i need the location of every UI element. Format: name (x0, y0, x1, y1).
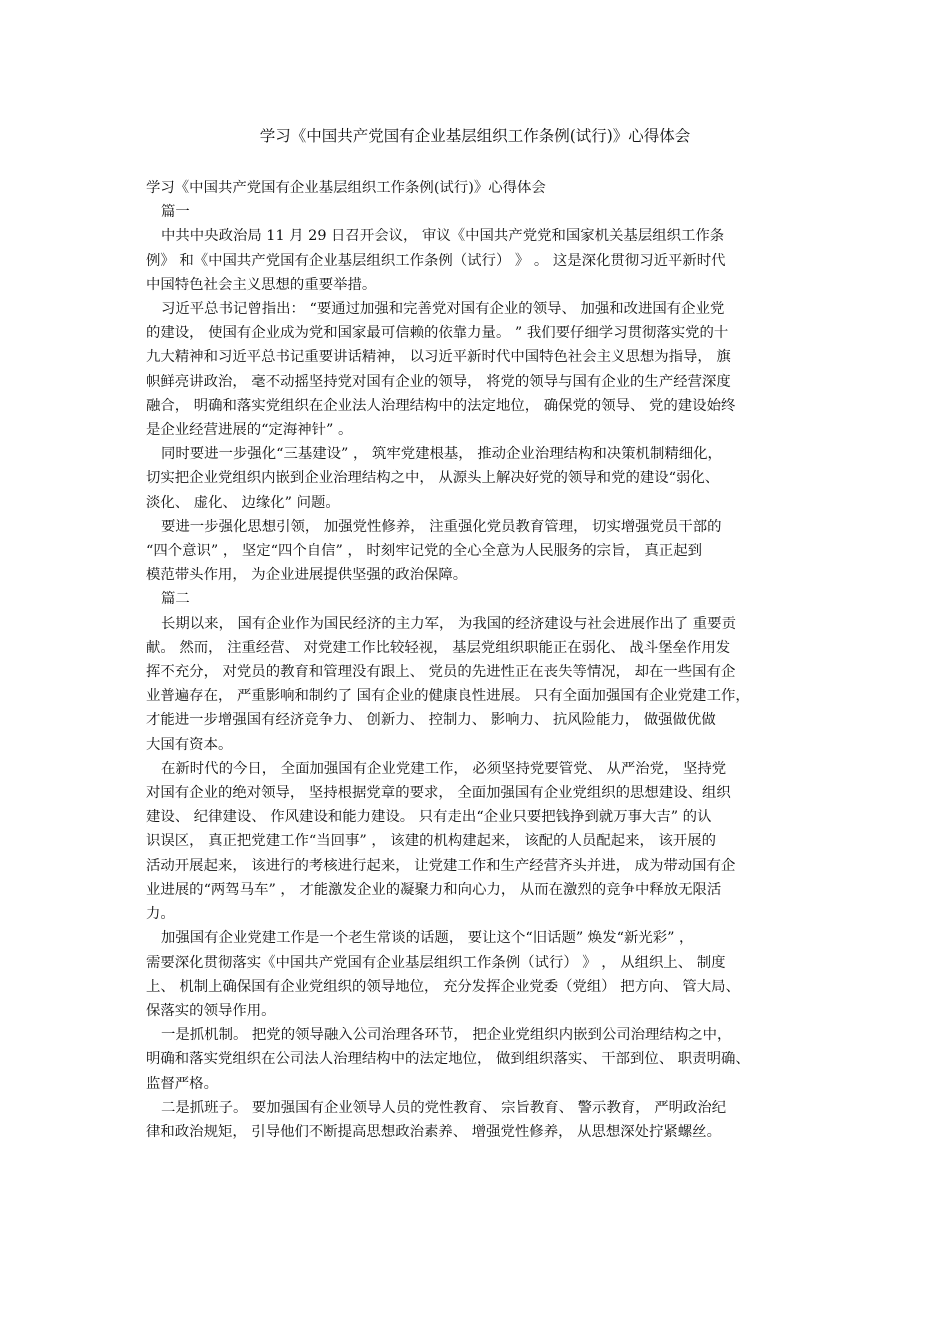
body-line: 力。 (146, 906, 175, 923)
body-line: 对国有企业的绝对领导， 坚持根据党章的要求， 全面加强国有企业党组织的思想建设、组织 (146, 785, 731, 802)
section-heading: 篇二 (161, 591, 190, 608)
body-line: 九大精神和习近平总书记重要讲话精神， 以习近平新时代中国特色社会主义思想为指导， 旗 (146, 349, 731, 366)
body-line: 切实把企业党组织内嵌到企业治理结构之中， 从源头上解决好党的领导和党的建设“弱化、 (146, 470, 720, 487)
body-line: 识误区， 真正把党建工作“当回事” ， 该建的机构建起来， 该配的人员配起来， 该开展的 (146, 833, 717, 850)
document-body (146, 176, 822, 1144)
body-line: 明确和落实党组织在公司法人治理结构中的法定地位， 做到组织落实、 干部到位、 职责明确、 (146, 1051, 750, 1068)
body-line: 上、 机制上确保国有企业党组织的领导地位， 充分发挥企业党委（党组） 把方向、 管大局、 (146, 978, 740, 995)
body-line: 中国特色社会主义思想的重要举措。 (146, 276, 377, 293)
document-title: 学习《中国共产党国有企业基层组织工作条例(试行)》心得体会 (259, 127, 691, 145)
body-line: 二是抓班子。 要加强国有企业领导人员的党性教育、 宗旨教育、 警示教育， 严明政治纪 (161, 1099, 727, 1116)
body-line: 建设、 纪律建设、 作风建设和能力建设。 只有走出“企业只要把钱挣到就万事大吉” 的认 (146, 809, 712, 826)
body-line: 监督严格。 (146, 1075, 218, 1092)
body-line: 要进一步强化思想引领， 加强党性修养， 注重强化党员教育管理， 切实增强党员干部的 (161, 518, 722, 535)
body-line: “四个意识” ， 坚定“四个自信” ， 时刻牢记党的全心全意为人民服务的宗旨， 真正起到 (146, 543, 702, 560)
body-line: 是企业经营进展的“定海神针” 。 (146, 422, 353, 439)
body-line: 保落实的领导作用。 (146, 1002, 276, 1019)
body-line: 律和政治规矩， 引导他们不断提高思想政治素养、 增强党性修养， 从思想深处拧紧螺丝。 (146, 1123, 721, 1140)
body-line: 挥不充分， 对党员的教育和管理没有跟上、 党员的先进性正在丧失等情况， 却在一些国有企 (146, 664, 736, 681)
body-line: 业进展的“两驾马车” ， 才能激发企业的凝聚力和向心力， 从而在激烈的竞争中释放无限活 (146, 881, 722, 898)
body-line: 同时要进一步强化“三基建设” ， 筑牢党建根基， 推动企业治理结构和决策机制精细化， (161, 446, 722, 463)
body-line: 需要深化贯彻落实《中国共产党国有企业基层组织工作条例（试行） 》 ， 从组织上、 制度 (146, 954, 726, 971)
section-heading: 篇一 (161, 204, 190, 221)
body-line: 例》 和《中国共产党国有企业基层组织工作条例（试行） 》 。 这是深化贯彻习近平新时代 (146, 252, 726, 269)
body-line: 一是抓机制。 把党的领导融入公司治理各环节， 把企业党组织内嵌到公司治理结构之中， (161, 1027, 732, 1044)
body-line: 才能进一步增强国有经济竞争力、 创新力、 控制力、 影响力、 抗风险能力， 做强做优做 (146, 712, 716, 729)
body-line: 业普遍存在， 严重影响和制约了 国有企业的健康良性进展。 只有全面加强国有企业党建工作， (146, 688, 750, 705)
body-line: 长期以来， 国有企业作为国民经济的主力军， 为我国的经济建设与社会进展作出了 重要贡 (161, 615, 736, 632)
body-line: 模范带头作用， 为企业进展提供坚强的政治保障。 (146, 567, 468, 584)
body-line: 献。 然而， 注重经营、 对党建工作比较轻视， 基层党组织职能正在弱化、 战斗堡垒作用发 (146, 639, 731, 656)
body-line: 帜鲜亮讲政治， 毫不动摇坚持党对国有企业的领导， 将党的领导与国有企业的生产经营深度 (146, 373, 731, 390)
body-line: 淡化、 虚化、 边缘化” 问题。 (146, 494, 340, 511)
body-line: 学习《中国共产党国有企业基层组织工作条例(试行)》心得体会 (146, 180, 546, 196)
body-line: 融合， 明确和落实党组织在企业法人治理结构中的法定地位， 确保党的领导、 党的建设始终 (146, 397, 736, 414)
body-line: 在新时代的今日， 全面加强国有企业党建工作， 必须坚持党要管党、 从严治党， 坚持党 (161, 760, 727, 777)
body-line: 活动开展起来， 该进行的考核进行起来， 让党建工作和生产经营齐头并进， 成为带动国有企 (146, 857, 736, 874)
body-line: 的建设， 使国有企业成为党和国家最可信赖的依靠力量。 ” 我们要仔细学习贯彻落实党的十 (146, 325, 729, 342)
body-line: 大国有资本。 (146, 736, 233, 753)
body-line: 加强国有企业党建工作是一个老生常谈的话题， 要让这个“旧话题” 焕发“新光彩” ， (161, 930, 694, 947)
body-line: 习近平总书记曾指出： “要通过加强和完善党对国有企业的领导、 加强和改进国有企业党 (161, 301, 725, 318)
body-line: 中共中央政治局 11 月 29 日召开会议， 审议《中国共产党党和国家机关基层组织工作条 (161, 228, 725, 245)
